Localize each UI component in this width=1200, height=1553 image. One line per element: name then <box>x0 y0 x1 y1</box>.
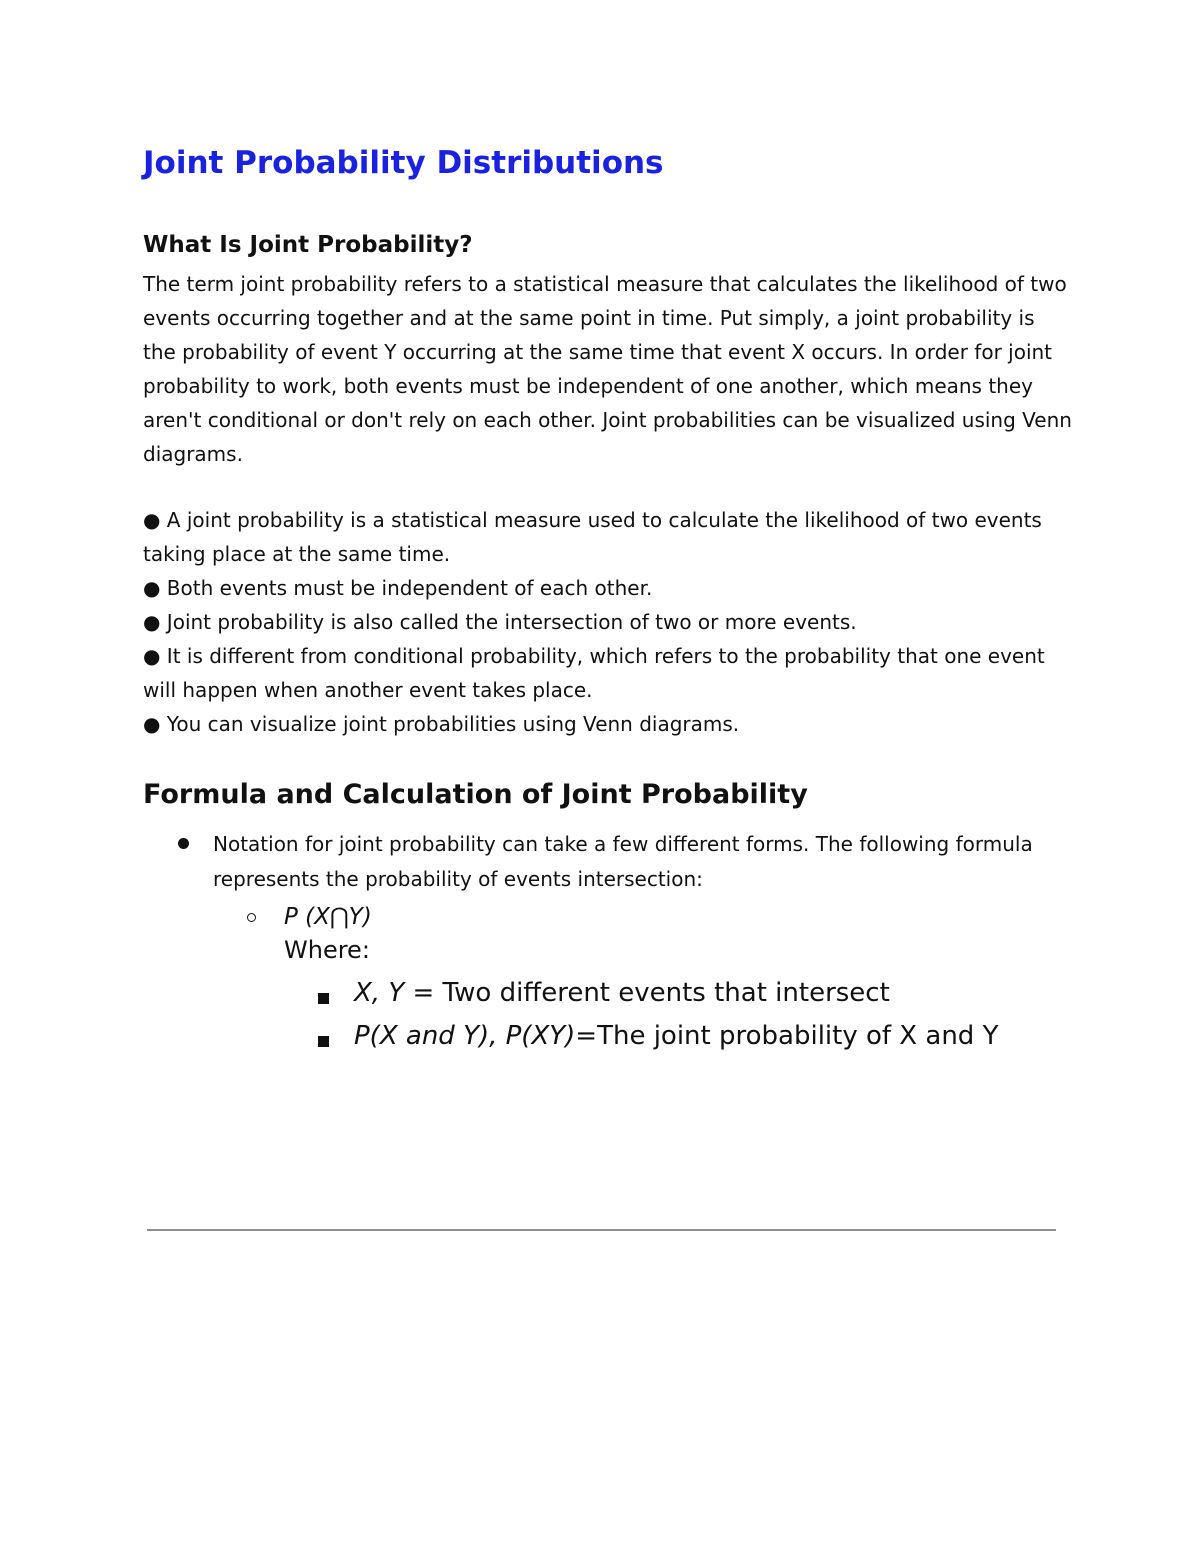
section-heading-formula: Formula and Calculation of Joint Probability <box>143 779 808 810</box>
square-bullet-icon <box>318 993 329 1004</box>
key-point: ● Both events must be independent of each other. <box>143 576 653 600</box>
key-point: ● Joint probability is also called the intersection of two or more events. <box>143 610 857 634</box>
intro-paragraph: The term joint probability refers to a statistical measure that calculates the likelihood of two events occurring together and at the same point in time. Put simply, a joint probability is the probability of event Y occurring at the same time that event X occurs. In order for joint probability to work, both events must be independent of one another, which means they aren't conditional or don't rely on each other. Joint probabilities can be visualized using Venn diagrams. <box>143 272 1072 466</box>
notation-item: Notation for joint probability can take a few different forms. The following formula represents the probability of events intersection: <box>213 832 1033 891</box>
square-bullet-icon <box>318 1036 329 1047</box>
where-label: Where: <box>284 936 370 964</box>
definition-text: = Two different events that intersect <box>404 978 890 1008</box>
document-title: Joint Probability Distributions <box>143 145 664 181</box>
definition-symbol: X, Y <box>354 978 405 1008</box>
definition-item <box>354 974 890 1012</box>
key-point: ● A joint probability is a statistical measure used to calculate the likelihood of two events taking place at the same time. <box>143 508 1042 566</box>
filled-bullet-icon <box>178 838 189 849</box>
horizontal-divider <box>147 1229 1056 1231</box>
definition-symbol: P(X and Y), P(XY) <box>354 1021 576 1051</box>
definition-item <box>354 1017 998 1055</box>
hollow-bullet-icon <box>247 913 256 922</box>
key-point: ● You can visualize joint probabilities using Venn diagrams. <box>143 712 740 736</box>
key-points-list <box>143 503 1073 741</box>
definition-text: =The joint probability of X and Y <box>575 1021 999 1051</box>
section-heading-what-is: What Is Joint Probability? <box>143 232 473 258</box>
formula: P (X⋂Y) <box>284 904 372 930</box>
key-point: ● It is different from conditional probability, which refers to the probability that one event will happen when another event takes place. <box>143 644 1045 702</box>
